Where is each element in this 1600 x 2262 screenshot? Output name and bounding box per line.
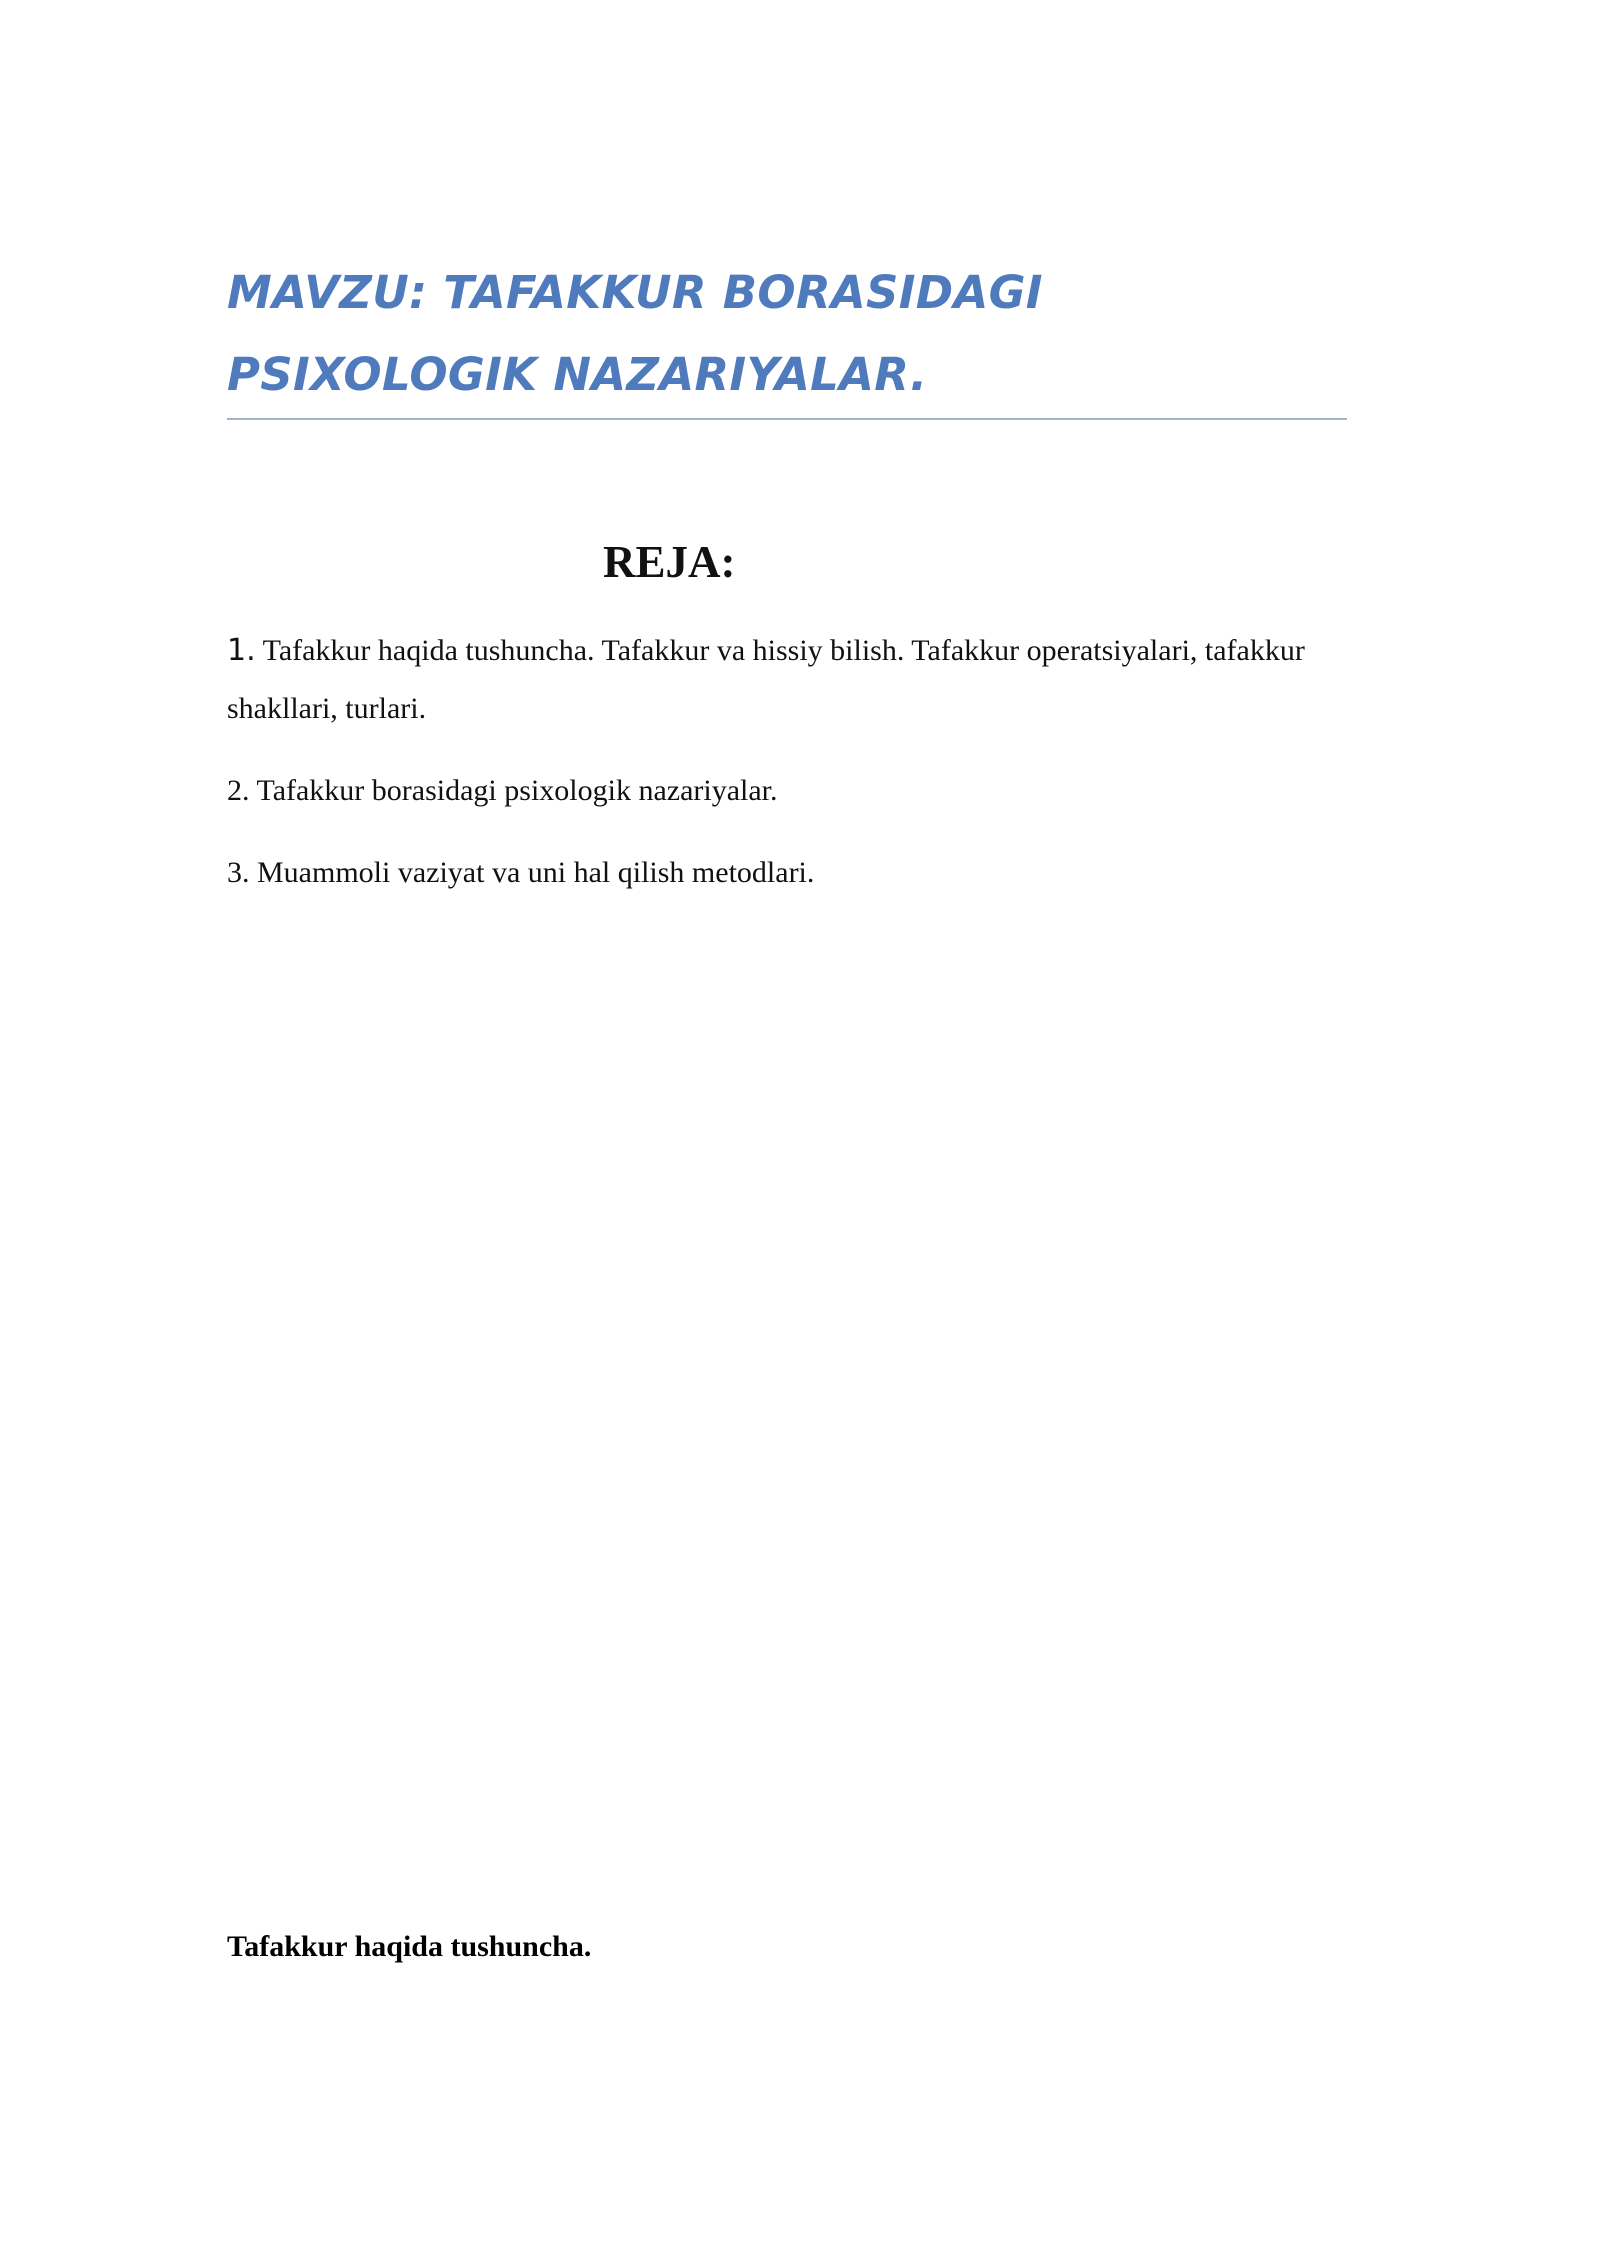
plan-item-2-text: Tafakkur borasidagi psixologik nazariyalar. — [249, 774, 778, 807]
plan-item-3 — [227, 844, 1387, 902]
section-heading: Tafakkur haqida tushuncha. — [227, 1930, 592, 1963]
plan-item-2 — [227, 762, 1387, 820]
plan-heading: REJA: — [603, 537, 736, 587]
plan-item-3-text: Muammoli vaziyat va uni hal qilish metodlari. — [249, 856, 815, 889]
plan-item-1-number: 1. — [227, 633, 256, 668]
title-block — [227, 252, 1347, 416]
plan-item-1-text: Tafakkur haqida tushuncha. Tafakkur va hissiy bilish. Tafakkur operatsiyalari, tafakkur shakllari, turlari. — [227, 634, 1305, 725]
plan-item-3-number: 3. — [227, 856, 250, 889]
document-title: MAVZU: TAFAKKUR BORASIDAGI PSIXOLOGIK NAZARIYALAR. — [227, 266, 1043, 401]
title-divider — [227, 418, 1347, 420]
plan-item-1 — [227, 622, 1387, 738]
plan-item-2-number: 2. — [227, 774, 250, 807]
